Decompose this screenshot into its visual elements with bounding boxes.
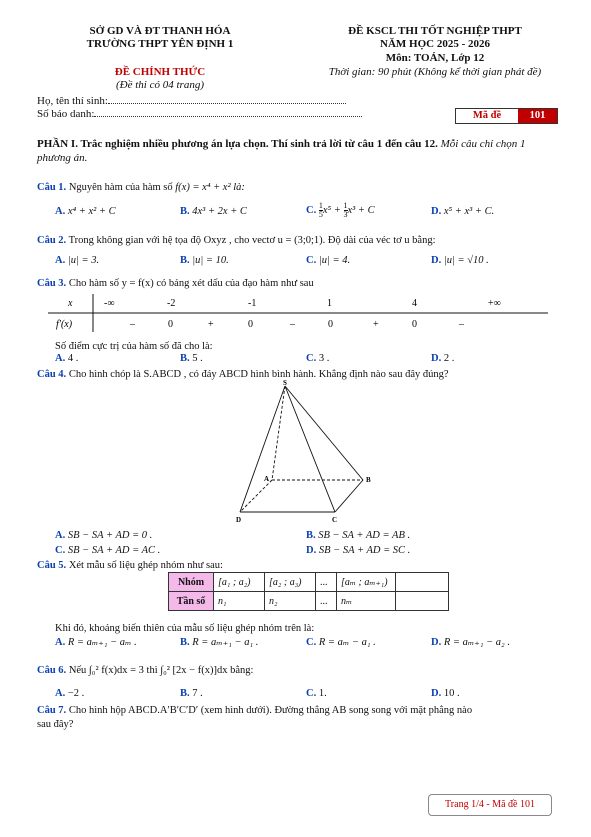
q5-option-c[interactable] [306, 636, 376, 648]
q5-question: Khi đó, khoảng biến thiên của mẫu số liệu ghép nhóm trên là: [55, 623, 315, 634]
option-text: SB − SA + AD = AB . [318, 530, 411, 541]
option-text: x⁵ + x³ + C. [443, 206, 495, 217]
q4-number: Câu 4. [37, 369, 67, 380]
option-text: 5 . [192, 353, 203, 364]
table-header-cell: Tần số [169, 592, 214, 611]
subject-line: Môn: TOÁN, Lớp 12 [385, 52, 485, 64]
option-letter: C. [306, 637, 317, 648]
id-field [37, 108, 362, 121]
option-letter: D. [431, 353, 442, 364]
option-text: SB − SA + AD = AC . [67, 545, 161, 556]
option-text: |u| = √10 . [443, 255, 489, 266]
sign: 0 [412, 319, 417, 330]
part1-heading [37, 137, 557, 165]
option-text: 4x³ + 2x + C [192, 206, 247, 217]
option-letter: A. [55, 206, 66, 217]
table-cell: ... [316, 573, 337, 592]
table-row [169, 592, 449, 611]
x-val: +∞ [488, 298, 501, 309]
option-text: |u| = 4. [318, 255, 351, 266]
q1-option-c[interactable] [306, 202, 375, 219]
point-c: C [332, 516, 338, 524]
q1-function: f(x) = x⁴ + x² là: [175, 182, 245, 193]
option-letter: D. [431, 206, 442, 217]
x-val: -∞ [104, 298, 115, 309]
q2-option-b[interactable] [180, 255, 229, 266]
school-year: NĂM HỌC 2025 - 2026 [380, 38, 490, 50]
q5-option-a[interactable] [55, 636, 137, 648]
option-text: R = aₘ₊₁ − aₘ . [67, 637, 137, 648]
frac-1-3: $\frac{1}{3}$ [343, 201, 348, 219]
option-letter: C. [306, 255, 317, 266]
q7-text-cont: sau đây? [37, 719, 74, 730]
q5-option-d[interactable] [431, 636, 510, 648]
q1-option-a[interactable] [55, 206, 116, 217]
x-val: -1 [248, 298, 257, 309]
option-letter: A. [55, 530, 66, 541]
sign: 0 [248, 319, 253, 330]
q2-option-c[interactable] [306, 255, 350, 266]
grouped-data-table [168, 572, 449, 611]
option-text: 3 . [318, 353, 330, 364]
option-text: 1. [318, 688, 327, 699]
x-val: 1 [327, 298, 332, 309]
question-2 [37, 234, 567, 247]
option-text: 10 . [443, 688, 460, 699]
q6-option-a[interactable] [55, 688, 84, 699]
table-cell: n₂ [265, 592, 316, 611]
q2-number: Câu 2. [37, 235, 67, 246]
table-cell-empty [396, 592, 449, 611]
option-letter: D. [306, 545, 317, 556]
option-letter: D. [431, 688, 442, 699]
option-letter: B. [180, 353, 190, 364]
q7-text: Cho hình hộp ABCD.A′B′C′D′ (xem hình dưới). Đường thẳng AB song song với mặt phẳng nào [68, 705, 473, 716]
x-val: -2 [167, 298, 176, 309]
sign: + [373, 319, 379, 330]
time-line: Thời gian: 90 phút (Không kể thời gian phát đề) [328, 66, 542, 78]
q5-text: Xét mẫu số liệu ghép nhóm như sau: [68, 560, 223, 571]
point-a: A [264, 475, 270, 483]
sign: – [290, 319, 295, 330]
option-letter: A. [55, 255, 66, 266]
x-label: x [68, 298, 73, 309]
q1-number: Câu 1. [37, 182, 67, 193]
exam-title: ĐỀ KSCL THI TỐT NGHIỆP THPT [348, 25, 522, 37]
q3-question: Số điểm cực trị của hàm số đã cho là: [55, 341, 213, 352]
option-text: x⁴ + x² + C [67, 206, 116, 217]
table-cell: [a₂ ; a₃) [265, 573, 316, 592]
option-letter: B. [180, 255, 190, 266]
q7-number: Câu 7. [37, 705, 67, 716]
option-letter: B. [306, 530, 316, 541]
option-text: R = aₘ₊₁ − a₂ . [443, 637, 510, 648]
pyramid-figure [228, 378, 378, 526]
q1-option-b[interactable] [180, 206, 247, 217]
exam-code-value: 101 [518, 109, 557, 123]
q6-number: Câu 6. [37, 665, 67, 676]
option-text: |u| = 3. [67, 255, 100, 266]
point-s: S [283, 379, 287, 387]
option-letter: D. [431, 637, 442, 648]
question-5 [37, 559, 223, 572]
q3-text: Cho hàm số y = f(x) có bảng xét dấu của đạo hàm như sau [68, 278, 314, 289]
table-cell: n₁ [214, 592, 265, 611]
question-6 [37, 664, 253, 677]
option-letter: C. [55, 545, 66, 556]
q6-option-c[interactable] [306, 688, 327, 699]
q3-option-b[interactable] [180, 353, 203, 364]
frac-1-5: $\frac{1}{5}$ [318, 201, 323, 219]
part1-title: PHẦN I. Trắc nghiệm nhiều phương án lựa chọn. Thí sinh trả lời từ câu 1 đến câu 12. [37, 138, 438, 150]
option-letter: B. [180, 637, 190, 648]
sign: + [208, 319, 214, 330]
q2-option-a[interactable] [55, 255, 99, 266]
table-cell: nₘ [337, 592, 396, 611]
department-name: SỞ GD VÀ ĐT THANH HÓA [89, 25, 231, 37]
fprime-label: f′(x) [56, 319, 73, 330]
q4-option-c[interactable] [55, 545, 160, 556]
option-letter: C. [306, 204, 317, 216]
option-text: x³ + C [347, 204, 375, 216]
name-label: Họ, tên thí sinh: [37, 95, 108, 107]
option-text: −2 . [67, 688, 85, 699]
q6-option-d[interactable] [431, 688, 460, 699]
exam-code-label: Mã đề [472, 110, 502, 121]
sign-table [48, 292, 548, 334]
option-letter: A. [55, 637, 66, 648]
option-text: x⁵ + [322, 204, 344, 216]
option-letter: B. [180, 206, 190, 217]
option-letter: C. [306, 353, 317, 364]
id-label: Số báo danh: [37, 108, 95, 120]
q6-text: Nếu ∫₀² f(x)dx = 3 thì ∫₀² [2x − f(x)]dx bằng: [68, 665, 254, 676]
x-val: 4 [412, 298, 417, 309]
table-header-cell: Nhóm [169, 573, 214, 592]
part1-note: Mỗi câu chỉ chọn 1 phương án. [37, 138, 526, 164]
point-b: B [366, 476, 371, 484]
table-row [169, 573, 449, 592]
q1-text: Nguyên hàm của hàm số [68, 182, 173, 193]
q2-option-d[interactable] [431, 255, 489, 266]
q3-option-d[interactable] [431, 353, 454, 364]
option-letter: D. [431, 255, 442, 266]
option-letter: C. [306, 688, 317, 699]
option-letter: A. [55, 353, 66, 364]
option-text: SB − SA + AD = SC . [318, 545, 411, 556]
exam-code-box [455, 108, 558, 124]
q4-text: Cho hình chóp là S.ABCD , có đáy ABCD hình bình hành. Khẳng định nào sau đây đúng? [68, 369, 449, 380]
option-text: 7 . [192, 688, 203, 699]
q6-option-b[interactable] [180, 688, 203, 699]
table-cell: ... [316, 592, 337, 611]
name-field [37, 95, 346, 108]
q3-option-a[interactable] [55, 353, 78, 364]
q3-number: Câu 3. [37, 278, 67, 289]
question-1 [37, 181, 245, 194]
option-text: 2 . [443, 353, 455, 364]
q5-option-b[interactable] [180, 636, 258, 648]
sign: 0 [168, 319, 173, 330]
name-dots [108, 103, 346, 104]
option-letter: A. [55, 688, 66, 699]
point-d: D [236, 516, 242, 524]
option-text: |u| = 10. [192, 255, 229, 266]
school-name: TRƯỜNG THPT YÊN ĐỊNH 1 [86, 38, 234, 50]
q5-number: Câu 5. [37, 560, 67, 571]
q3-option-c[interactable] [306, 353, 329, 364]
official-label: ĐỀ CHÍNH THỨC [114, 66, 206, 78]
table-cell: [a₁ ; a₂) [214, 573, 265, 592]
option-text: R = aₘ − a₁ . [318, 637, 376, 648]
option-letter: B. [180, 688, 190, 699]
question-3 [37, 277, 314, 290]
sign: 0 [328, 319, 333, 330]
sign: – [130, 319, 135, 330]
option-text: SB − SA + AD = 0 . [67, 530, 153, 541]
table-cell-empty [396, 573, 449, 592]
q1-option-d[interactable] [431, 206, 494, 217]
q4-option-d[interactable] [306, 545, 410, 556]
id-dots [94, 116, 362, 117]
sign: – [459, 319, 464, 330]
q2-text: Trong không gian với hệ tọa độ Oxyz , cho vectơ u = (3;0;1). Độ dài của véc tơ u bằng: [68, 235, 436, 246]
page-footer: Trang 1/4 - Mã đề 101 [428, 794, 552, 816]
table-cell: [aₘ ; aₘ₊₁) [337, 573, 396, 592]
q4-option-b[interactable] [306, 530, 410, 541]
option-text: R = aₘ₊₁ − a₁ . [192, 637, 259, 648]
q4-option-a[interactable] [55, 530, 152, 541]
pages-note: (Đề thi có 04 trang) [116, 79, 204, 91]
option-text: 4 . [67, 353, 79, 364]
question-7 [37, 704, 562, 717]
